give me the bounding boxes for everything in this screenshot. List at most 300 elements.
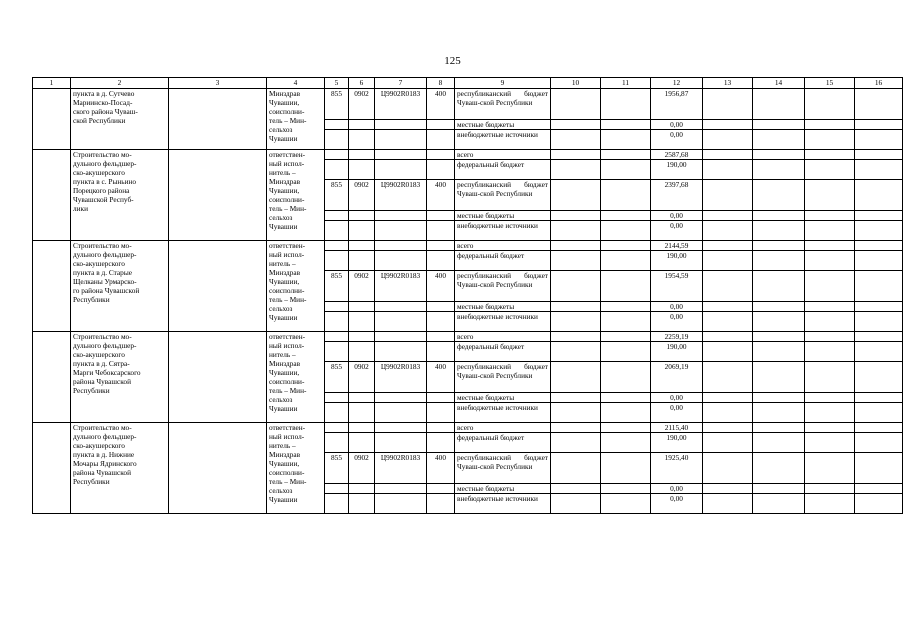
cell-col-15 (805, 332, 855, 342)
object-name (71, 332, 169, 423)
cell-col-6: 0902 (349, 362, 375, 393)
executor-line: ответствен- (269, 241, 306, 250)
executor-line: соисполни- (269, 286, 305, 295)
cell-col-11 (601, 453, 651, 484)
header-col-6: 6 (349, 78, 375, 89)
table-row (33, 150, 903, 160)
cell-col-10 (551, 150, 601, 160)
cell-col-1 (33, 302, 71, 312)
executor-line: Чувашии (269, 134, 298, 143)
cell-col-3 (169, 403, 267, 423)
object-name-line: дульного фельдшер- (73, 341, 137, 350)
object-name-line: района Чувашской (73, 468, 131, 477)
cell-col-11 (601, 180, 651, 211)
cell-col-7 (375, 130, 427, 150)
object-name-line: дульного фельдшер- (73, 159, 137, 168)
cell-col-13 (703, 271, 753, 302)
cell-col-6 (349, 302, 375, 312)
cell-col-6 (349, 130, 375, 150)
cell-col-10 (551, 403, 601, 423)
cell-col-8 (427, 332, 455, 342)
cell-col-7 (375, 423, 427, 433)
object-name-line: ского района Чуваш- (73, 107, 138, 116)
header-col-10: 10 (551, 78, 601, 89)
header-col-8: 8 (427, 78, 455, 89)
cell-col-13 (703, 494, 753, 514)
amount-cell: 0,00 (651, 494, 703, 514)
cell-col-10 (551, 160, 601, 180)
cell-col-13 (703, 342, 753, 362)
cell-col-1 (33, 484, 71, 494)
cell-col-16 (855, 302, 903, 312)
object-name-line: района Чувашской (73, 377, 131, 386)
cell-col-15 (805, 403, 855, 423)
cell-col-8 (427, 423, 455, 433)
executor-line: ный испол- (269, 250, 305, 259)
cell-col-5 (325, 302, 349, 312)
executor-line: Чувашии (269, 222, 298, 231)
cell-col-10 (551, 211, 601, 221)
cell-col-1 (33, 130, 71, 150)
cell-col-11 (601, 150, 651, 160)
cell-col-15 (805, 302, 855, 312)
cell-col-5 (325, 332, 349, 342)
cell-col-13 (703, 211, 753, 221)
cell-col-5 (325, 423, 349, 433)
cell-col-14 (753, 251, 805, 271)
cell-col-10 (551, 484, 601, 494)
executor-line: Минздрав (269, 177, 301, 186)
cell-col-10 (551, 342, 601, 362)
object-name (71, 89, 169, 150)
cell-col-1 (33, 393, 71, 403)
cell-col-3 (169, 130, 267, 150)
cell-col-10 (551, 494, 601, 514)
cell-col-7 (375, 312, 427, 332)
cell-col-3 (169, 332, 267, 342)
cell-col-6: 0902 (349, 453, 375, 484)
cell-col-3 (169, 302, 267, 312)
header-col-11: 11 (601, 78, 651, 89)
cell-col-16 (855, 403, 903, 423)
object-name-line: пункта в д. Нижние (73, 450, 135, 459)
cell-col-10 (551, 332, 601, 342)
object-name-line: пункта в д. Старые (73, 268, 132, 277)
amount-cell: 2069,19 (651, 362, 703, 393)
object-name-line: лики (73, 204, 88, 213)
executor-line: соисполни- (269, 377, 305, 386)
amount-cell: 0,00 (651, 312, 703, 332)
cell-col-10 (551, 221, 601, 241)
cell-col-11 (601, 211, 651, 221)
executor-line: ответствен- (269, 150, 306, 159)
cell-col-7 (375, 332, 427, 342)
funding-source: республиканский бюджет Чуваш-ской Республики (455, 271, 551, 302)
cell-col-14 (753, 342, 805, 362)
table-row (33, 89, 903, 120)
cell-col-10 (551, 241, 601, 251)
cell-col-7: Ц9902R0183 (375, 453, 427, 484)
cell-col-10 (551, 120, 601, 130)
header-col-16: 16 (855, 78, 903, 89)
cell-col-5 (325, 211, 349, 221)
object-name-line: ско-акушерского (73, 259, 125, 268)
cell-col-6 (349, 332, 375, 342)
funding-source: федеральный бюджет (455, 251, 551, 271)
executor-line: ответствен- (269, 423, 306, 432)
cell-col-11 (601, 160, 651, 180)
cell-col-13 (703, 160, 753, 180)
object-name-line: ско-акушерского (73, 168, 125, 177)
executor-line: ный испол- (269, 159, 305, 168)
cell-col-3 (169, 312, 267, 332)
cell-col-10 (551, 393, 601, 403)
cell-col-11 (601, 362, 651, 393)
cell-col-1 (33, 120, 71, 130)
funding-source: местные бюджеты (455, 211, 551, 221)
cell-col-10 (551, 312, 601, 332)
cell-col-11 (601, 484, 651, 494)
cell-col-15 (805, 130, 855, 150)
cell-col-13 (703, 221, 753, 241)
table-row (33, 241, 903, 251)
amount-cell: 0,00 (651, 221, 703, 241)
cell-col-1 (33, 342, 71, 362)
cell-col-3 (169, 241, 267, 251)
amount-cell: 2259,19 (651, 332, 703, 342)
object-name (71, 150, 169, 241)
cell-col-11 (601, 423, 651, 433)
cell-col-10 (551, 453, 601, 484)
cell-col-13 (703, 241, 753, 251)
executor-line: Минздрав (269, 89, 301, 98)
header-col-5: 5 (325, 78, 349, 89)
object-name-line: пункта в д. Сутчево (73, 89, 135, 98)
table-body (33, 89, 903, 514)
cell-col-7 (375, 150, 427, 160)
cell-col-7: Ц9902R0183 (375, 89, 427, 120)
object-name-line: Республики (73, 295, 110, 304)
funding-source: республиканский бюджет Чуваш-ской Республики (455, 89, 551, 120)
amount-cell: 190,00 (651, 342, 703, 362)
cell-col-15 (805, 120, 855, 130)
cell-col-6 (349, 403, 375, 423)
amount-cell: 0,00 (651, 403, 703, 423)
table-row (33, 423, 903, 433)
cell-col-6 (349, 484, 375, 494)
cell-col-6 (349, 251, 375, 271)
executor-line: Чувашии, (269, 98, 300, 107)
object-name-line: го района Чувашской (73, 286, 140, 295)
cell-col-11 (601, 403, 651, 423)
cell-col-11 (601, 494, 651, 514)
cell-col-3 (169, 211, 267, 221)
cell-col-11 (601, 332, 651, 342)
cell-col-10 (551, 362, 601, 393)
cell-col-14 (753, 453, 805, 484)
cell-col-8 (427, 484, 455, 494)
cell-col-8: 400 (427, 362, 455, 393)
object-name-line: Мариинско-Посад- (73, 98, 133, 107)
cell-col-8 (427, 393, 455, 403)
object-name-line: Строительство мо- (73, 332, 132, 341)
cell-col-16 (855, 494, 903, 514)
cell-col-10 (551, 251, 601, 271)
header-col-14: 14 (753, 78, 805, 89)
cell-col-5: 855 (325, 271, 349, 302)
cell-col-15 (805, 150, 855, 160)
executor-line: соисполни- (269, 195, 305, 204)
header-col-12: 12 (651, 78, 703, 89)
cell-col-3 (169, 433, 267, 453)
cell-col-8: 400 (427, 271, 455, 302)
amount-cell: 0,00 (651, 130, 703, 150)
cell-col-5 (325, 150, 349, 160)
cell-col-14 (753, 403, 805, 423)
cell-col-16 (855, 271, 903, 302)
cell-col-13 (703, 403, 753, 423)
object-name-line: Щелканы Урмарско- (73, 277, 137, 286)
cell-col-14 (753, 130, 805, 150)
cell-col-1 (33, 362, 71, 393)
cell-col-16 (855, 120, 903, 130)
cell-col-13 (703, 433, 753, 453)
funding-source: внебюджетные источники (455, 130, 551, 150)
cell-col-8 (427, 130, 455, 150)
object-name-line: Чувашской Респуб- (73, 195, 134, 204)
cell-col-3 (169, 251, 267, 271)
header-col-3: 3 (169, 78, 267, 89)
funding-source: местные бюджеты (455, 120, 551, 130)
amount-cell: 0,00 (651, 393, 703, 403)
funding-source: федеральный бюджет (455, 342, 551, 362)
amount-cell: 2397,68 (651, 180, 703, 211)
cell-col-5 (325, 221, 349, 241)
cell-col-15 (805, 484, 855, 494)
cell-col-11 (601, 271, 651, 302)
cell-col-3 (169, 484, 267, 494)
cell-col-5 (325, 342, 349, 362)
cell-col-7: Ц9902R0183 (375, 271, 427, 302)
funding-source: всего (455, 332, 551, 342)
cell-col-8 (427, 312, 455, 332)
cell-col-1 (33, 180, 71, 211)
cell-col-1 (33, 312, 71, 332)
header-col-13: 13 (703, 78, 753, 89)
cell-col-3 (169, 120, 267, 130)
cell-col-11 (601, 342, 651, 362)
executor-line: Чувашии (269, 313, 298, 322)
cell-col-14 (753, 362, 805, 393)
funding-source: внебюджетные источники (455, 312, 551, 332)
cell-col-16 (855, 221, 903, 241)
cell-col-14 (753, 271, 805, 302)
cell-col-11 (601, 302, 651, 312)
amount-cell: 0,00 (651, 211, 703, 221)
executor-line: сельхоз (269, 395, 293, 404)
cell-col-13 (703, 120, 753, 130)
executor-line: Чувашии, (269, 277, 300, 286)
cell-col-11 (601, 130, 651, 150)
object-name-line: ско-акушерского (73, 441, 125, 450)
cell-col-6 (349, 312, 375, 332)
cell-col-5 (325, 160, 349, 180)
cell-col-10 (551, 271, 601, 302)
cell-col-1 (33, 433, 71, 453)
funding-source: внебюджетные источники (455, 403, 551, 423)
cell-col-5 (325, 484, 349, 494)
executor (267, 241, 325, 332)
cell-col-13 (703, 484, 753, 494)
object-name-line: дульного фельдшер- (73, 432, 137, 441)
executor-line: тель – Мин- (269, 477, 307, 486)
cell-col-6 (349, 433, 375, 453)
cell-col-15 (805, 494, 855, 514)
cell-col-5: 855 (325, 453, 349, 484)
cell-col-6: 0902 (349, 89, 375, 120)
cell-col-16 (855, 180, 903, 211)
funding-source: местные бюджеты (455, 393, 551, 403)
cell-col-14 (753, 423, 805, 433)
cell-col-7 (375, 211, 427, 221)
cell-col-13 (703, 130, 753, 150)
cell-col-3 (169, 393, 267, 403)
cell-col-13 (703, 453, 753, 484)
cell-col-1 (33, 494, 71, 514)
executor-line: Чувашии, (269, 186, 300, 195)
cell-col-13 (703, 393, 753, 403)
amount-cell: 0,00 (651, 302, 703, 312)
cell-col-14 (753, 494, 805, 514)
cell-col-6 (349, 423, 375, 433)
executor-line: тель – Мин- (269, 295, 307, 304)
executor-line: ный испол- (269, 432, 305, 441)
executor-line: Минздрав (269, 359, 301, 368)
header-row (33, 78, 903, 89)
cell-col-15 (805, 342, 855, 362)
cell-col-15 (805, 251, 855, 271)
cell-col-14 (753, 332, 805, 342)
object-name-line: Республики (73, 386, 110, 395)
cell-col-8 (427, 241, 455, 251)
cell-col-14 (753, 393, 805, 403)
header-col-1: 1 (33, 78, 71, 89)
budget-table (32, 77, 903, 514)
cell-col-13 (703, 180, 753, 211)
cell-col-1 (33, 332, 71, 342)
funding-source: республиканский бюджет Чуваш-ской Республики (455, 180, 551, 211)
executor-line: нитель – (269, 441, 296, 450)
cell-col-14 (753, 241, 805, 251)
cell-col-5: 855 (325, 362, 349, 393)
cell-col-8: 400 (427, 180, 455, 211)
cell-col-15 (805, 433, 855, 453)
executor-line: соисполни- (269, 107, 305, 116)
cell-col-7 (375, 484, 427, 494)
cell-col-14 (753, 211, 805, 221)
cell-col-14 (753, 160, 805, 180)
cell-col-8 (427, 433, 455, 453)
cell-col-3 (169, 160, 267, 180)
cell-col-10 (551, 423, 601, 433)
executor-line: сельхоз (269, 486, 293, 495)
cell-col-8 (427, 211, 455, 221)
object-name-line: пункта в д. Сятра- (73, 359, 130, 368)
cell-col-13 (703, 312, 753, 332)
amount-cell: 1925,40 (651, 453, 703, 484)
funding-source: местные бюджеты (455, 302, 551, 312)
funding-source: республиканский бюджет Чуваш-ской Республики (455, 362, 551, 393)
executor-line: нитель – (269, 168, 296, 177)
cell-col-15 (805, 180, 855, 211)
cell-col-14 (753, 180, 805, 211)
amount-cell: 0,00 (651, 120, 703, 130)
cell-col-16 (855, 423, 903, 433)
cell-col-6: 0902 (349, 271, 375, 302)
object-name-line: Строительство мо- (73, 423, 132, 432)
cell-col-16 (855, 251, 903, 271)
cell-col-15 (805, 211, 855, 221)
funding-source: федеральный бюджет (455, 433, 551, 453)
cell-col-1 (33, 241, 71, 251)
cell-col-14 (753, 120, 805, 130)
amount-cell: 2115,40 (651, 423, 703, 433)
object-name-line: Строительство мо- (73, 241, 132, 250)
cell-col-6 (349, 120, 375, 130)
amount-cell: 190,00 (651, 251, 703, 271)
cell-col-14 (753, 433, 805, 453)
object-name-line: пункта в с. Рыньино (73, 177, 137, 186)
object-name-line: дульного фельдшер- (73, 250, 137, 259)
cell-col-8 (427, 494, 455, 514)
cell-col-14 (753, 302, 805, 312)
cell-col-7: Ц9902R0183 (375, 362, 427, 393)
cell-col-8 (427, 150, 455, 160)
cell-col-16 (855, 89, 903, 120)
executor-line: соисполни- (269, 468, 305, 477)
amount-cell: 190,00 (651, 433, 703, 453)
cell-col-14 (753, 221, 805, 241)
cell-col-13 (703, 89, 753, 120)
table-row (33, 332, 903, 342)
executor-line: сельхоз (269, 125, 293, 134)
cell-col-3 (169, 423, 267, 433)
cell-col-3 (169, 342, 267, 362)
funding-source: всего (455, 423, 551, 433)
cell-col-16 (855, 241, 903, 251)
cell-col-11 (601, 251, 651, 271)
header-col-15: 15 (805, 78, 855, 89)
object-name (71, 423, 169, 514)
cell-col-14 (753, 484, 805, 494)
cell-col-11 (601, 89, 651, 120)
executor-line: Минздрав (269, 268, 301, 277)
cell-col-16 (855, 393, 903, 403)
cell-col-5 (325, 433, 349, 453)
cell-col-7 (375, 433, 427, 453)
object-name-line: Строительство мо- (73, 150, 132, 159)
funding-source: местные бюджеты (455, 484, 551, 494)
cell-col-7 (375, 494, 427, 514)
executor-line: ответствен- (269, 332, 306, 341)
cell-col-6 (349, 160, 375, 180)
cell-col-8 (427, 251, 455, 271)
cell-col-5 (325, 120, 349, 130)
cell-col-15 (805, 89, 855, 120)
executor-line: тель – Мин- (269, 204, 307, 213)
cell-col-7 (375, 393, 427, 403)
cell-col-8 (427, 120, 455, 130)
